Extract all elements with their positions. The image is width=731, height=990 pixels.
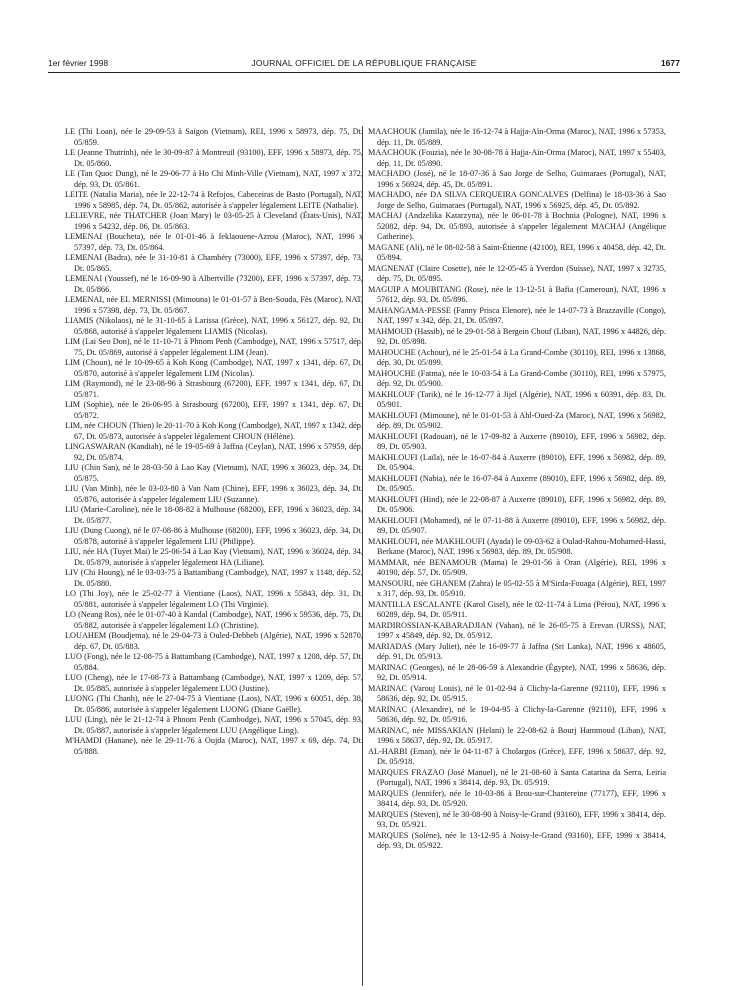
naturalization-entry: AL-HARBI (Eman), née le 04-11-87 à Cholargos (Grèce), EFF, 1996 x 58637, dép. 92, Dt. 05/918. xyxy=(368,746,666,766)
naturalization-entry: MARQUES FRAZAO (José Manuel), né le 21-08-60 à Santa Catarina da Serra, Leiria (Portugal), NAT, 1996 x 38414, dép. 93, Dt. 05/919. xyxy=(368,767,666,787)
naturalization-entry: MAHANGAMA-PESSE (Fanny Prisca Elenore), née le 14-07-73 à Brazzaville (Congo), NAT, 1997 x 342, dép. 21, Dt. 05/897. xyxy=(368,305,666,325)
naturalization-entry: LIM (Raymond), né le 23-08-96 à Strasbourg (67200), EFF, 1997 x 1341, dép. 67, Dt. 05/871. xyxy=(65,379,363,399)
naturalization-entry: MAKHLOUFI (Mohamed), né le 07-11-88 à Auxerre (89010), EFF, 1996 x 56982, dép. 89, Dt. 05/907. xyxy=(368,515,666,535)
naturalization-entry: MAGANE (Ali), né le 08-02-58 à Saint-Étienne (42100), REI, 1996 x 40458, dép. 42, Dt. 05/894. xyxy=(368,242,666,262)
naturalization-entry: MARQUES (Solène), née le 13-12-95 à Noisy-le-Grand (93160), EFF, 1996 x 38414, dép. 93, Dt. 05/922. xyxy=(368,830,666,850)
naturalization-entry: LEMENAI (Badra), née le 31-10-81 à Chambéry (73000), EFF, 1996 x 57397, dép. 73, Dt. 05/865. xyxy=(65,253,363,273)
naturalization-entry: M'HAMDI (Hanane), née le 29-11-76 à Oujda (Maroc), NAT, 1997 x 69, dép. 74, Dt. 05/888. xyxy=(65,736,363,756)
naturalization-entry: MAACHOUK (Fouzia), née le 30-08-78 à Hajja-Aïn-Orma (Maroc), NAT, 1997 x 55403, dép. 11, Dt. 05/890. xyxy=(368,148,666,168)
naturalization-entry: LIAMIS (Nikolaos), né le 31-10-65 à Larissa (Grèce), NAT, 1996 x 56127, dép. 92, Dt. 05/868, autorisé à s'appeler légalement LIAMIS (Nicolas). xyxy=(65,316,363,336)
naturalization-entry: LEMENAI, née EL MERNISSI (Mimouna) le 01-01-57 à Ben-Souda, Fès (Maroc), NAT, 1996 x 57398, dép. 73, Dt. 05/867. xyxy=(65,295,363,315)
naturalization-entry: LIM, née CHOUN (Thien) le 20-11-70 à Koh Kong (Cambodge), NAT, 1997 x 1342, dép. 67, Dt. 05/873, autorisée à s'appeler légalement CHOUN (Hélène). xyxy=(65,421,363,441)
header-rule xyxy=(48,72,680,73)
naturalization-entry: MAKHLOUF (Tarik), né le 16-12-77 à Jijel (Algérie), NAT, 1996 x 60391, dép. 83, Dt. 05/901. xyxy=(368,389,666,409)
naturalization-entry: MAACHOUK (Jamila), née le 16-12-74 à Hajja-Aïn-Orma (Maroc), NAT, 1996 x 57353, dép. 11, Dt. 05/889. xyxy=(368,127,666,147)
naturalization-entry: LOUAHEM (Boudjema), né le 29-04-73 à Ouled-Debbeb (Algérie), NAT, 1996 x 52870, dép. 67, Dt. 05/883. xyxy=(65,631,363,651)
naturalization-entry: LUO (Fong), née le 12-08-75 à Battambang (Cambodge), NAT, 1997 x 1208, dép. 57, Dt. 05/884. xyxy=(65,652,363,672)
naturalization-entry: LIU, née HA (Tuyet Mai) le 25-06-54 à Lao Kay (Vietnam), NAT, 1996 x 36024, dép. 34, Dt. 05/879, autorisée à s'appeler légalement HA (Liliane). xyxy=(65,547,363,567)
naturalization-entry: LEMENAI (Boucheta), née le 01-01-46 à Ieklaouene-Azrou (Maroc), NAT, 1996 x 57397, dép. 73, Dt. 05/864. xyxy=(65,232,363,252)
naturalization-entry: LIV (Chi Houng), né le 03-03-75 à Battambang (Cambodge), NAT, 1997 x 1148, dép. 52, Dt. 05/880. xyxy=(65,568,363,588)
naturalization-entry: MACHADO (José), né le 18-07-36 à Sao Jorge de Selho, Guimaraes (Portugal), NAT, 1996 x 56924, dép. 45, Dt. 05/891. xyxy=(368,169,666,189)
naturalization-entry: MARINAC (Alexandre), né le 19-04-95 à Clichy-la-Garenne (92110), EFF, 1996 x 58636, dép. 92, Dt. 05/916. xyxy=(368,704,666,724)
naturalization-entry: MARQUES (Steven), né le 30-08-90 à Noisy-le-Grand (93160), EFF, 1996 x 38414, dép. 93, Dt. 05/921. xyxy=(368,809,666,829)
naturalization-entry: LE (Jeanne Thutrinh), née le 30-09-87 à Montreuil (93100), EFF, 1996 x 58973, dép. 75, Dt. 05/860. xyxy=(65,148,363,168)
naturalization-entry: LUO (Cheng), née le 17-08-73 à Battambang (Cambodge), NAT, 1997 x 1209, dép. 57, Dt. 05/885, autorisée à s'appeler légalement LUO (Justine). xyxy=(65,673,363,693)
naturalization-entry: LELIEVRE, née THATCHER (Joan Mary) le 03-05-25 à Cleveland (États-Unis), NAT, 1996 x 54232, dép. 06, Dt. 05/863. xyxy=(65,211,363,231)
naturalization-entry: MAKHLOUFI (Laïla), née le 16-07-84 à Auxerre (89010), EFF, 1996 x 56982, dép. 89, Dt. 05/904. xyxy=(368,452,666,472)
naturalization-entry: LUU (Ling), née le 21-12-74 à Phnom Penh (Cambodge), NAT, 1996 x 57045, dép. 93, Dt. 05/887, autorisée à s'appeler légalement LUU (Angélique Ling). xyxy=(65,715,363,735)
naturalization-entry: MAKHLOUFI (Hind), née le 22-08-87 à Auxerre (89010), EFF, 1996 x 56982, dép. 89, Dt. 05/906. xyxy=(368,494,666,514)
naturalization-entry: MAKHLOUFI (Radouan), né le 17-09-82 à Auxerre (89010), EFF, 1996 x 56982, dép. 89, Dt. 05/903. xyxy=(368,431,666,451)
naturalization-entry: MAHOUCHE (Achour), né le 25-01-54 à La Grand-Combe (30110), REI, 1996 x 13868, dép. 30, Dt. 05/899. xyxy=(368,347,666,367)
naturalization-entry: MANSOURI, née GHANEM (Zahra) le 05-02-55 à M'Sirda-Fouaga (Algérie), REI, 1997 x 317, dép. 93, Dt. 05/910. xyxy=(368,578,666,598)
naturalization-entry: LIU (Dung Cuong), né le 07-08-86 à Mulhouse (68200), EFF, 1996 x 36023, dép. 34, Dt. 05/878, autorisé à s'appeler légalement LIU (Philippe). xyxy=(65,526,363,546)
naturalization-entry: LEMENAI (Youssef), né le 16-09-90 à Albertville (73200), EFF, 1996 x 57397, dép. 73, Dt. 05/866. xyxy=(65,274,363,294)
naturalization-entry: MACHADO, née DA SILVA CERQUEIRA GONCALVES (Delfina) le 18-03-36 à Sao Jorge de Selho, Guimaraes (Portugal), NAT, 1996 x 56925, dép. 45, Dt. 05/892. xyxy=(368,190,666,210)
header-title: JOURNAL OFFICIEL DE LA RÉPUBLIQUE FRANÇAISE xyxy=(251,58,477,68)
naturalization-entry: MANTILLA ESCALANTE (Karol Gisel), née le 02-11-74 à Lima (Pérou), NAT, 1996 x 60289, dép. 94, Dt. 05/911. xyxy=(368,599,666,619)
naturalization-entry: MARINAC (Varouj Louis), né le 01-02-94 à Clichy-la-Garenne (92110), EFF, 1996 x 58636, dép. 92, Dt. 05/915. xyxy=(368,683,666,703)
naturalization-entry: LO (Thi Joy), née le 25-02-77 à Vientiane (Laos), NAT, 1996 x 55843, dép. 31, Dt. 05/881, autorisée à s'appeler légalement LO (Thi Virginie). xyxy=(65,589,363,609)
right-column xyxy=(368,127,666,987)
naturalization-entry: MARINAC, née MISSAKIAN (Helani) le 22-08-62 à Bourj Hammoud (Liban), NAT, 1996 x 58637, dép. 92, Dt. 05/917. xyxy=(368,725,666,745)
naturalization-entry: MARDIROSSIAN-KABARADJIAN (Vahan), né le 26-05-75 à Erevan (URSS), NAT, 1997 x 45849, dép. 92, Dt. 05/912. xyxy=(368,620,666,640)
column-separator xyxy=(362,126,363,986)
naturalization-entry: LUONG (Thi Chanh), née le 27-04-75 à Vientiane (Laos), NAT, 1996 x 60051, dép. 38, Dt. 05/886, autorisée à s'appeler légalement LUONG (Diane Gaëlle). xyxy=(65,694,363,714)
naturalization-entry: LIM (Lai Seo Don), né le 11-10-71 à Phnom Penh (Cambodge), NAT, 1996 x 57517, dép. 75, Dt. 05/869, autorisé à s'appeler légalement LIM (Jean). xyxy=(65,337,363,357)
naturalization-entry: MACHAJ (Andzelika Katarzyna), née le 06-01-78 à Bochnia (Pologne), NAT, 1996 x 52082, dép. 94, Dt. 05/893, autorisée à s'appeler légalement MACHAJ (Angélique Catherine). xyxy=(368,211,666,241)
naturalization-entry: LINGASWARAN (Kandiah), né le 19-05-69 à Jaffna (Ceylan), NAT, 1996 x 57959, dép. 92, Dt. 05/874. xyxy=(65,442,363,462)
naturalization-entry: MAKHLOUFI (Nabia), née le 16-07-84 à Auxerre (89010), EFF, 1996 x 56982, dép. 89, Dt. 05/905. xyxy=(368,473,666,493)
naturalization-entry: MAHMOUD (Hassib), né le 29-01-58 à Bergein Chouf (Liban), NAT, 1996 x 44826, dép. 92, Dt. 05/898. xyxy=(368,326,666,346)
naturalization-entry: MAKHLOUFI, née MAKHLOUFI (Ayada) le 09-03-62 à Oulad-Rahou-Mohamed-Hassi, Berkane (Maroc), NAT, 1996 x 56983, dép. 89, Dt. 05/908. xyxy=(368,536,666,556)
naturalization-entry: LIU (Marie-Caroline), née le 18-08-82 à Mulhouse (68200), EFF, 1996 x 36023, dép. 34, Dt. 05/877. xyxy=(65,505,363,525)
left-column xyxy=(65,127,363,987)
page-header xyxy=(48,58,680,72)
naturalization-entry: LIM (Sophie), née le 26-06-95 à Strasbourg (67200), EFF, 1997 x 1341, dép. 67, Dt. 05/872. xyxy=(65,400,363,420)
naturalization-entry: LIM (Choun), né le 10-09-65 à Koh Kong (Cambodge), NAT, 1997 x 1341, dép. 67, Dt. 05/870, autorisé à s'appeler légalement LIM (Nicolas). xyxy=(65,358,363,378)
naturalization-entry: MARQUES (Jennifer), née le 10-03-86 à Brou-sur-Chantereine (77177), EFF, 1996 x 38414, dép. 93, Dt. 05/920. xyxy=(368,788,666,808)
naturalization-entry: MARINAC (Georges), né le 28-06-59 à Alexandrie (Égypte), NAT, 1996 x 58636, dép. 92, Dt. 05/914. xyxy=(368,662,666,682)
naturalization-entry: MAMMAR, née BENAMOUR (Mama) le 29-01-56 à Oran (Algérie), REI, 1996 x 40190, dép. 57, Dt. 05/909. xyxy=(368,557,666,577)
naturalization-entry: LE (Thi Loan), née le 29-09-53 à Saigon (Vietnam), REI, 1996 x 58973, dép. 75, Dt. 05/859. xyxy=(65,127,363,147)
naturalization-entry: MAHOUCHE (Fatma), née le 10-03-54 à La Grand-Combe (30110), REI, 1996 x 57975, dép. 92, Dt. 05/900. xyxy=(368,368,666,388)
page-number: 1677 xyxy=(660,58,680,68)
naturalization-entry: LO (Neang Ros), née le 01-07-40 à Kandal (Cambodge), NAT, 1996 x 59536, dép. 75, Dt. 05/882, autorisée à s'appeler légalement LO (Christine). xyxy=(65,610,363,630)
naturalization-entry: MAGUIP A MOUBITANG (Rose), née le 13-12-51 à Bafia (Cameroun), NAT, 1996 x 57612, dép. 93, Dt. 05/896. xyxy=(368,284,666,304)
header-date: 1er février 1998 xyxy=(48,58,109,68)
naturalization-entry: MAKHLOUFI (Mimoune), né le 01-01-53 à Ahl-Oued-Za (Maroc), NAT, 1996 x 56982, dép. 89, Dt. 05/902. xyxy=(368,410,666,430)
naturalization-entry: MARIADAS (Mary Juliet), née le 16-09-77 à Jaffna (Sri Lanka), NAT, 1996 x 48605, dép. 91, Dt. 05/913. xyxy=(368,641,666,661)
naturalization-entry: LE (Tan Quoc Dung), né le 29-06-77 à Ho Chi Minh-Ville (Vietnam), NAT, 1997 x 372, dép. 93, Dt. 05/861. xyxy=(65,169,363,189)
naturalization-entry: LIU (Chin San), né le 28-03-50 à Lao Kay (Vietnam), NAT, 1996 x 36023, dép. 34, Dt. 05/875. xyxy=(65,463,363,483)
naturalization-entry: LIU (Van Minh), née le 03-03-80 à Van Nam (Chine), EFF, 1996 x 36023, dép. 34, Dt. 05/876, autorisée à s'appeler légalement LIU (Suzanne). xyxy=(65,484,363,504)
naturalization-entry: MAGNENAT (Claire Cosette), née le 12-05-45 à Yverdon (Suisse), NAT, 1997 x 32735, dép. 75, Dt. 05/895. xyxy=(368,263,666,283)
naturalization-entry: LEITE (Natalia Maria), née le 22-12-74 à Refojos, Cabeceiras de Basto (Portugal), NAT, 1996 x 58985, dép. 74, Dt. 05/862, autorisée à s'appeler légalement LEITE (Nathalie). xyxy=(65,190,363,210)
